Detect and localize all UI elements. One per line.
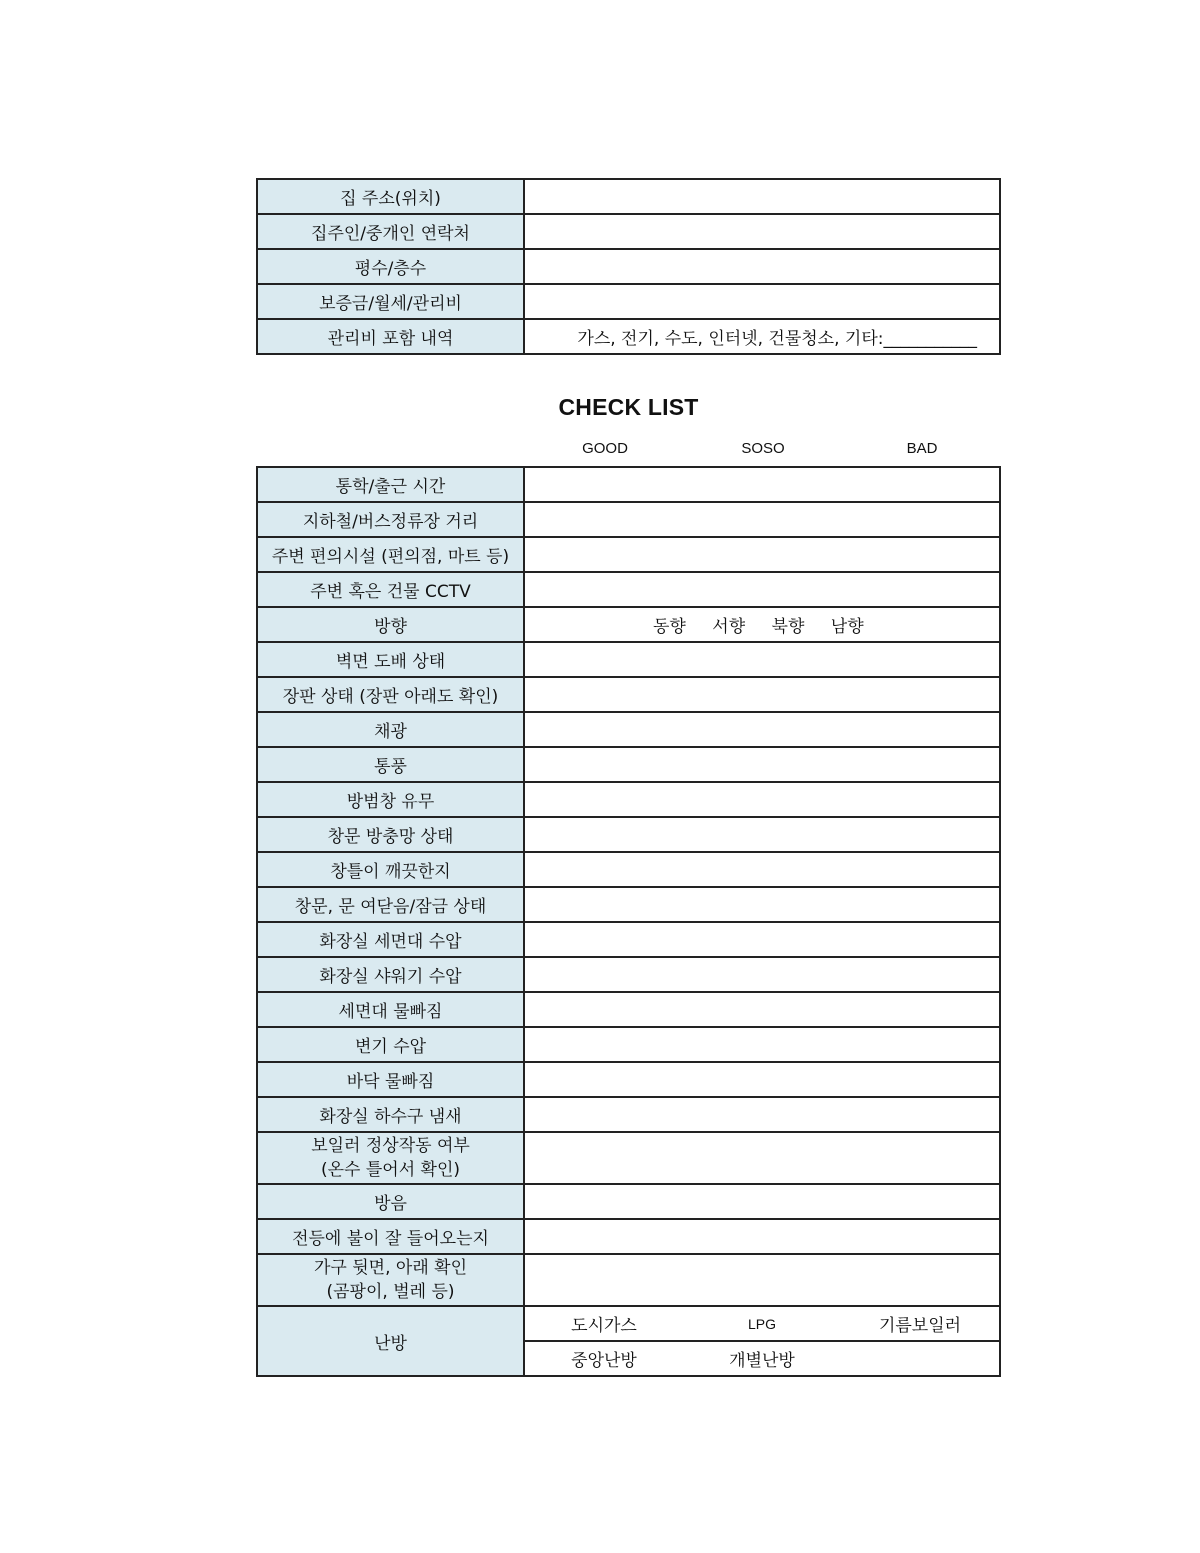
- size-floor-field[interactable]: [524, 249, 1000, 284]
- check-item-label: 창틀이 깨끗한지: [257, 852, 524, 887]
- direction-label: 방향: [257, 607, 524, 642]
- table-row: [257, 782, 1000, 817]
- direction-options: [524, 607, 1000, 642]
- contact-field[interactable]: [524, 214, 1000, 249]
- check-item-rating[interactable]: [524, 572, 1000, 607]
- check-item-label: 통학/출근 시간: [257, 467, 524, 502]
- check-item-label: 주변 혹은 건물 CCTV: [257, 572, 524, 607]
- check-item-label: 방음: [257, 1184, 524, 1219]
- check-item-label: 화장실 샤워기 수압: [257, 957, 524, 992]
- check-item-label: 지하철/버스정류장 거리: [257, 502, 524, 537]
- check-item-rating[interactable]: [524, 852, 1000, 887]
- check-item-label: [257, 1254, 524, 1306]
- check-item-label: 화장실 세면대 수압: [257, 922, 524, 957]
- rating-soso-label: SOSO: [741, 440, 785, 457]
- deposit-rent-label: 보증금/월세/관리비: [257, 284, 524, 319]
- check-item-rating[interactable]: [524, 817, 1000, 852]
- table-row: [257, 537, 1000, 572]
- check-item-rating[interactable]: [524, 1027, 1000, 1062]
- table-row: [257, 887, 1000, 922]
- check-item-label: 통풍: [257, 747, 524, 782]
- table-row: [257, 284, 1000, 319]
- check-item-label: 창문 방충망 상태: [257, 817, 524, 852]
- table-row: [257, 214, 1000, 249]
- table-row: [257, 922, 1000, 957]
- table-row: [257, 1254, 1000, 1306]
- heating-lpg-option[interactable]: LPG: [747, 1315, 776, 1332]
- table-row: [257, 957, 1000, 992]
- check-item-label-line: (온수 틀어서 확인): [320, 1160, 461, 1180]
- table-row: [257, 992, 1000, 1027]
- table-row: [257, 249, 1000, 284]
- check-item-rating[interactable]: [524, 957, 1000, 992]
- maintenance-includes-label: 관리비 포함 내역: [257, 319, 524, 354]
- table-row: [257, 747, 1000, 782]
- check-item-label-line: 가구 뒷면, 아래 확인: [314, 1258, 467, 1278]
- table-row: [257, 1306, 1000, 1376]
- check-item-label: 전등에 불이 잘 들어오는지: [257, 1219, 524, 1254]
- check-item-rating[interactable]: [524, 887, 1000, 922]
- address-label: 집 주소(위치): [257, 179, 524, 214]
- check-item-rating[interactable]: [524, 677, 1000, 712]
- contact-label: 집주인/중개인 연락처: [257, 214, 524, 249]
- check-item-label: 장판 상태 (장판 아래도 확인): [257, 677, 524, 712]
- table-row: [257, 677, 1000, 712]
- check-item-rating[interactable]: [524, 537, 1000, 572]
- check-item-label-line: 보일러 정상작동 여부: [311, 1136, 470, 1156]
- table-row: [257, 467, 1000, 502]
- check-item-rating[interactable]: [524, 467, 1000, 502]
- heating-city-gas-option[interactable]: 도시가스: [571, 1316, 637, 1336]
- heating-oil-boiler-option[interactable]: 기름보일러: [878, 1316, 962, 1336]
- deposit-rent-field[interactable]: [524, 284, 1000, 319]
- check-item-rating[interactable]: [524, 1254, 1000, 1306]
- rating-scale: [0, 440, 1200, 460]
- check-item-label: 주변 편의시설 (편의점, 마트 등): [257, 537, 524, 572]
- check-item-rating[interactable]: [524, 1132, 1000, 1184]
- heating-options-row: [525, 1307, 999, 1342]
- check-item-rating[interactable]: [524, 1184, 1000, 1219]
- checklist-title: CHECK LIST: [558, 394, 699, 420]
- check-item-rating[interactable]: [524, 922, 1000, 957]
- check-item-label: 바닥 물빠짐: [257, 1062, 524, 1097]
- direction-south-option[interactable]: 남향: [830, 617, 864, 637]
- rating-bad-label: BAD: [906, 440, 938, 457]
- table-row: [257, 179, 1000, 214]
- size-floor-label: 평수/층수: [257, 249, 524, 284]
- heating-individual-option[interactable]: 개별난방: [729, 1351, 795, 1371]
- table-row: [257, 642, 1000, 677]
- table-row: [257, 1062, 1000, 1097]
- check-item-rating[interactable]: [524, 747, 1000, 782]
- checklist-table: [256, 466, 1001, 1377]
- check-item-rating[interactable]: [524, 1097, 1000, 1132]
- table-row: [257, 852, 1000, 887]
- table-row: [257, 607, 1000, 642]
- table-row: [257, 1219, 1000, 1254]
- check-item-rating[interactable]: [524, 712, 1000, 747]
- rating-good-label: GOOD: [582, 440, 628, 457]
- check-item-rating[interactable]: [524, 992, 1000, 1027]
- check-item-label: 채광: [257, 712, 524, 747]
- check-item-rating[interactable]: [524, 502, 1000, 537]
- table-row: [257, 1132, 1000, 1184]
- table-row: [257, 319, 1000, 354]
- heating-options-row: [525, 1342, 999, 1375]
- check-item-rating[interactable]: [524, 1062, 1000, 1097]
- check-item-label: 변기 수압: [257, 1027, 524, 1062]
- maintenance-includes-field[interactable]: 가스, 전기, 수도, 인터넷, 건물청소, 기타:___________: [524, 319, 1000, 354]
- check-item-label: 화장실 하수구 냄새: [257, 1097, 524, 1132]
- heating-central-option[interactable]: 중앙난방: [571, 1351, 637, 1371]
- direction-north-option[interactable]: 북향: [771, 617, 805, 637]
- address-field[interactable]: [524, 179, 1000, 214]
- direction-east-option[interactable]: 동향: [653, 617, 686, 637]
- direction-west-option[interactable]: 서향: [712, 617, 746, 637]
- check-item-label: 벽면 도배 상태: [257, 642, 524, 677]
- check-item-label: 세면대 물빠짐: [257, 992, 524, 1027]
- heating-options: [524, 1306, 1000, 1376]
- table-row: [257, 1027, 1000, 1062]
- table-row: [257, 502, 1000, 537]
- table-row: [257, 1097, 1000, 1132]
- property-info-table: [256, 178, 1001, 355]
- check-item-rating[interactable]: [524, 642, 1000, 677]
- heating-label: 난방: [257, 1306, 524, 1376]
- check-item-label: 창문, 문 여닫음/잠금 상태: [257, 887, 524, 922]
- table-row: [257, 572, 1000, 607]
- check-item-rating[interactable]: [524, 782, 1000, 817]
- table-row: [257, 712, 1000, 747]
- table-row: [257, 1184, 1000, 1219]
- check-item-label: [257, 1132, 524, 1184]
- table-row: [257, 817, 1000, 852]
- check-item-label-line: (곰팡이, 벌레 등): [326, 1282, 455, 1302]
- check-item-rating[interactable]: [524, 1219, 1000, 1254]
- check-item-label: 방범창 유무: [257, 782, 524, 817]
